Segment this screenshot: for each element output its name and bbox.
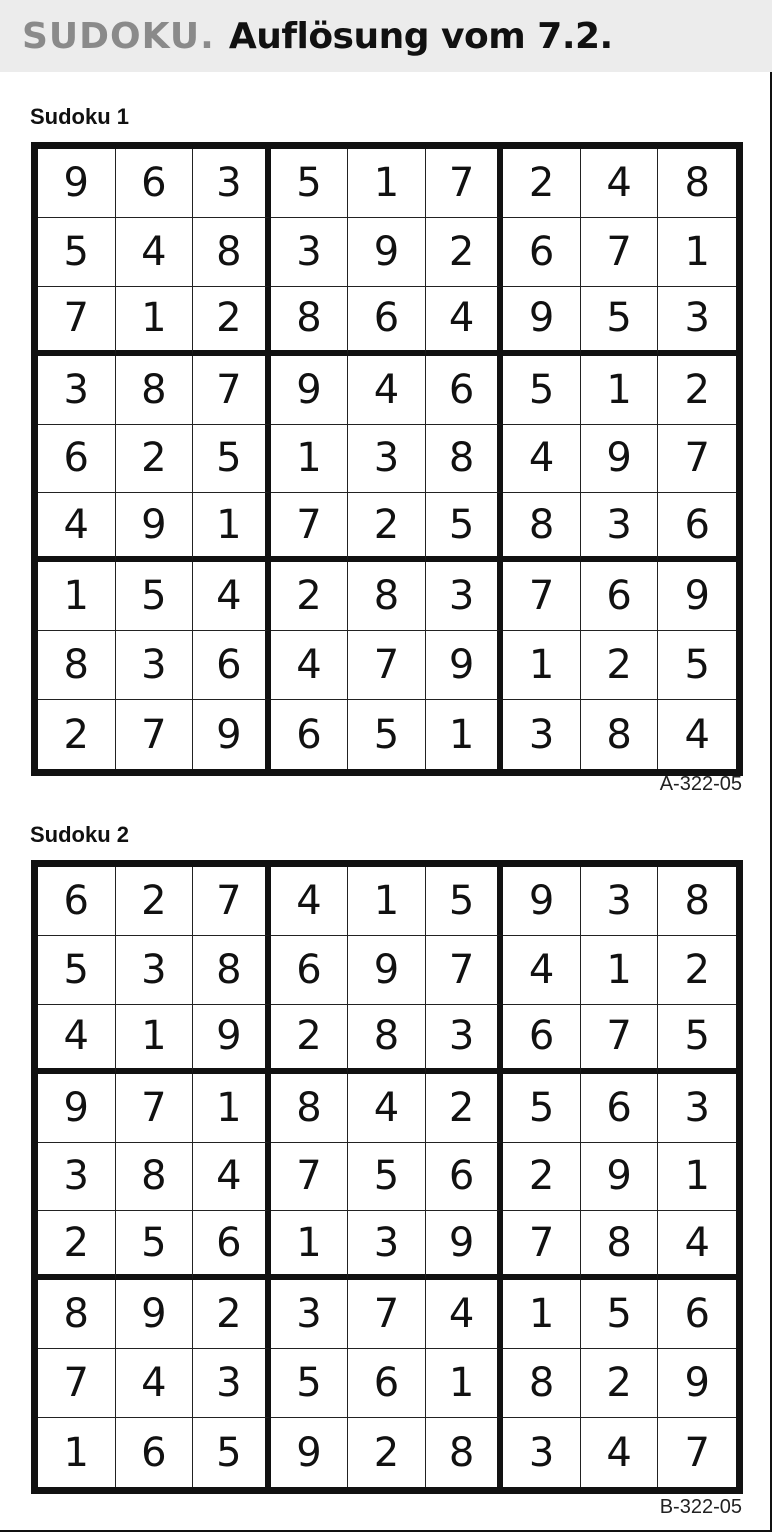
- sudoku-cell: 6: [271, 936, 349, 1005]
- sudoku-cell: 5: [116, 562, 194, 631]
- sudoku-cell: 4: [348, 1074, 426, 1143]
- sudoku-cell: 3: [658, 287, 736, 356]
- sudoku-cell: 5: [38, 218, 116, 287]
- sudoku-cell: 5: [271, 1349, 349, 1418]
- sudoku-cell: 7: [193, 356, 271, 425]
- sudoku-cell: 4: [581, 149, 659, 218]
- sudoku-cell: 8: [38, 1280, 116, 1349]
- sudoku-cell: 1: [348, 867, 426, 936]
- sudoku-cell: 9: [116, 1280, 194, 1349]
- sudoku-cell: 1: [658, 1143, 736, 1212]
- sudoku-cell: 4: [503, 425, 581, 494]
- sudoku-cell: 5: [503, 356, 581, 425]
- sudoku-cell: 1: [271, 1211, 349, 1280]
- sudoku-cell: 3: [193, 149, 271, 218]
- sudoku-cell: 4: [684, 711, 710, 758]
- sudoku-cell: 9: [38, 1074, 116, 1143]
- sudoku-cell: 9: [658, 1349, 736, 1418]
- sudoku-cell: 9: [658, 562, 736, 631]
- sudoku-cell: 4: [426, 1280, 504, 1349]
- sudoku-cell: 5: [658, 631, 736, 700]
- sudoku-cell: 7: [348, 1280, 426, 1349]
- sudoku-cell: 2: [581, 1349, 659, 1418]
- sudoku-cell: 1: [503, 1280, 581, 1349]
- sudoku-cell: 3: [348, 1211, 426, 1280]
- sudoku-cell: 7: [581, 1005, 659, 1074]
- sudoku-cell: 5: [581, 287, 659, 356]
- sudoku-cell: 9: [503, 287, 581, 356]
- sudoku-cell: 4: [348, 356, 426, 425]
- sudoku-cell: 8: [503, 493, 581, 562]
- sudoku-cell: 4: [581, 1418, 659, 1487]
- sudoku-cell: 2: [271, 562, 349, 631]
- sudoku-cell: 1: [271, 425, 349, 494]
- sudoku-cell: 8: [426, 425, 504, 494]
- sudoku-cell: 1: [658, 218, 736, 287]
- sudoku-cell: 3: [348, 425, 426, 494]
- sudoku-cell: 9: [426, 1211, 504, 1280]
- sudoku-cell: 6: [193, 631, 271, 700]
- sudoku-cell: 7: [271, 1143, 349, 1212]
- sudoku-cell: 3: [38, 1143, 116, 1212]
- sudoku-cell: 8: [426, 1418, 504, 1487]
- sudoku-cell: 3: [116, 631, 194, 700]
- sudoku-cell: 4: [193, 1143, 271, 1212]
- sudoku-cell: 6: [581, 1074, 659, 1143]
- sudoku-cell: 7: [581, 218, 659, 287]
- sudoku-cell: 1: [426, 700, 504, 769]
- sudoku-cell: 9: [581, 425, 659, 494]
- sudoku-cell: 5: [116, 1211, 194, 1280]
- sudoku-cell: 9: [348, 936, 426, 1005]
- sudoku-cell: 5: [38, 936, 116, 1005]
- sudoku-cell: 2: [348, 493, 426, 562]
- sudoku-cell: 9: [271, 1418, 349, 1487]
- sudoku-cell: 4: [116, 1349, 194, 1418]
- sudoku-cell: 2: [658, 936, 736, 1005]
- sudoku-cell: 8: [271, 1074, 349, 1143]
- sudoku-cell: 1: [581, 936, 659, 1005]
- sudoku-2-grid: [31, 860, 743, 1494]
- sudoku-cell: 6: [503, 1005, 581, 1074]
- sudoku-cell: 1: [116, 1005, 194, 1074]
- sudoku-cell: 3: [426, 1005, 504, 1074]
- sudoku-cell: 8: [116, 356, 194, 425]
- brand-title: SUDOKU.: [22, 15, 215, 57]
- sudoku-cell: 8: [348, 562, 426, 631]
- sudoku-cell: 7: [684, 1429, 710, 1476]
- sudoku-cell: 8: [193, 218, 271, 287]
- sudoku-cell: 1: [426, 1349, 504, 1418]
- sudoku-cell: 7: [426, 149, 504, 218]
- sudoku-cell: 4: [271, 631, 349, 700]
- sudoku-cell: 9: [426, 631, 504, 700]
- sudoku-cell: 8: [581, 1211, 659, 1280]
- sudoku-cell: 2: [426, 218, 504, 287]
- sudoku-cell: 8: [658, 867, 736, 936]
- sudoku-cell: 5: [503, 1074, 581, 1143]
- sudoku-cell: 2: [38, 1211, 116, 1280]
- sudoku-cell: 4: [271, 867, 349, 936]
- sudoku-cell: 3: [658, 1074, 736, 1143]
- sudoku-cell: 6: [38, 867, 116, 936]
- sudoku-cell: 7: [426, 936, 504, 1005]
- sudoku-cell: 1: [193, 1074, 271, 1143]
- sudoku-cell: 3: [581, 493, 659, 562]
- sudoku-cell: 6: [503, 218, 581, 287]
- sudoku-cell: 9: [116, 493, 194, 562]
- sudoku-cell: 7: [348, 631, 426, 700]
- sudoku-cell: 2: [116, 867, 194, 936]
- sudoku-2-code: B-322-05: [659, 1496, 742, 1518]
- sudoku-cell: 3: [426, 562, 504, 631]
- sudoku-cell: 2: [503, 1143, 581, 1212]
- sudoku-cell: 2: [348, 1418, 426, 1487]
- sudoku-cell: 6: [348, 287, 426, 356]
- sudoku-cell: 6: [193, 1211, 271, 1280]
- sudoku-cell: 3: [503, 700, 581, 769]
- sudoku-cell: 9: [348, 218, 426, 287]
- sudoku-cell: 8: [503, 1349, 581, 1418]
- page-title: Auflösung vom 7.2.: [228, 15, 613, 57]
- sudoku-cell: 7: [38, 1349, 116, 1418]
- sudoku-cell: 9: [581, 1143, 659, 1212]
- sudoku-cell: 5: [426, 493, 504, 562]
- sudoku-cell: 9: [271, 356, 349, 425]
- sudoku-cell: 6: [116, 1418, 194, 1487]
- sudoku-cell: 8: [581, 700, 659, 769]
- sudoku-cell: 4: [38, 493, 116, 562]
- sudoku-cell: 6: [116, 149, 194, 218]
- sudoku-cell: 1: [193, 493, 271, 562]
- sudoku-cell: 4: [503, 936, 581, 1005]
- sudoku-cell: 2: [581, 631, 659, 700]
- sudoku-cell: 6: [426, 356, 504, 425]
- sudoku-cell: 6: [348, 1349, 426, 1418]
- sudoku-cell: 6: [426, 1143, 504, 1212]
- sudoku-cell: 6: [271, 700, 349, 769]
- sudoku-cell: 7: [503, 1211, 581, 1280]
- sudoku-cell: 8: [193, 936, 271, 1005]
- sudoku-cell: 3: [271, 218, 349, 287]
- sudoku-cell: 7: [658, 425, 736, 494]
- sudoku-cell: 8: [38, 631, 116, 700]
- sudoku-cell: 5: [581, 1280, 659, 1349]
- sudoku-cell: 3: [503, 1418, 581, 1487]
- sudoku-cell: 5: [193, 425, 271, 494]
- sudoku-cell: 2: [426, 1074, 504, 1143]
- sudoku-cell: 5: [426, 867, 504, 936]
- sudoku-cell: 1: [38, 1418, 116, 1487]
- sudoku-cell: 2: [271, 1005, 349, 1074]
- sudoku-cell: 3: [38, 356, 116, 425]
- sudoku-1-grid: [31, 142, 743, 776]
- sudoku-cell: 4: [426, 287, 504, 356]
- sudoku-cell: 7: [271, 493, 349, 562]
- sudoku-cell: 9: [193, 1005, 271, 1074]
- sudoku-cell: 8: [658, 149, 736, 218]
- sudoku-cell: 2: [38, 700, 116, 769]
- sudoku-cell: 1: [581, 356, 659, 425]
- sudoku-cell: 7: [38, 287, 116, 356]
- sudoku-cell: 7: [116, 1074, 194, 1143]
- sudoku-cell: 2: [658, 356, 736, 425]
- sudoku-cell: 4: [658, 1211, 736, 1280]
- sudoku-cell: 4: [193, 562, 271, 631]
- sudoku-1-code: A-322-05: [659, 773, 742, 795]
- sudoku-cell: 9: [193, 700, 271, 769]
- sudoku-cell: 7: [193, 867, 271, 936]
- sudoku-cell: 1: [503, 631, 581, 700]
- sudoku-cell: 4: [116, 218, 194, 287]
- sudoku-cell: 1: [116, 287, 194, 356]
- sudoku-cell: 2: [503, 149, 581, 218]
- sudoku-cell: 8: [116, 1143, 194, 1212]
- sudoku-cell: 3: [581, 867, 659, 936]
- sudoku-cell: 1: [348, 149, 426, 218]
- sudoku-cell: 9: [38, 149, 116, 218]
- sudoku-cell: 5: [193, 1418, 271, 1487]
- sudoku-cell: 7: [116, 700, 194, 769]
- sudoku-2-label: Sudoku 2: [30, 822, 130, 847]
- sudoku-cell: 5: [271, 149, 349, 218]
- sudoku-cell: 1: [38, 562, 116, 631]
- sudoku-1-label: Sudoku 1: [30, 104, 130, 129]
- sudoku-cell: 3: [116, 936, 194, 1005]
- sudoku-cell: 5: [658, 1005, 736, 1074]
- sudoku-cell: 6: [581, 562, 659, 631]
- sudoku-cell: 5: [348, 1143, 426, 1212]
- sudoku-cell: 9: [503, 867, 581, 936]
- sudoku-cell: 6: [38, 425, 116, 494]
- sudoku-cell: 3: [271, 1280, 349, 1349]
- sudoku-cell: 6: [658, 1280, 736, 1349]
- sudoku-cell: 2: [193, 287, 271, 356]
- sudoku-cell: 6: [658, 493, 736, 562]
- sudoku-cell: 4: [38, 1005, 116, 1074]
- sudoku-cell: 2: [193, 1280, 271, 1349]
- page-header: [0, 0, 772, 72]
- sudoku-cell: 3: [193, 1349, 271, 1418]
- sudoku-cell: 7: [503, 562, 581, 631]
- sudoku-cell: 8: [271, 287, 349, 356]
- sudoku-cell: 2: [116, 425, 194, 494]
- sudoku-cell: 8: [348, 1005, 426, 1074]
- sudoku-cell: 5: [348, 700, 426, 769]
